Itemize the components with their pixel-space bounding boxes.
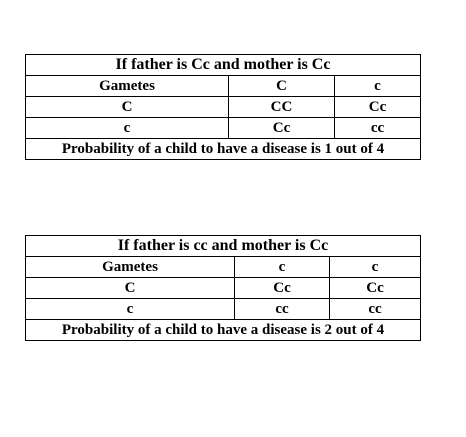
header-mother-gamete-2: c [335, 76, 421, 97]
table-header-row [26, 257, 421, 278]
punnett-table-father-cc-mother-Cc [25, 235, 421, 341]
header-gametes: Gametes [26, 76, 229, 97]
table-row [26, 278, 421, 299]
table-row [26, 97, 421, 118]
father-gamete-2: c [26, 299, 235, 320]
table-title-row [26, 55, 421, 76]
genotype-cell: cc [335, 118, 421, 139]
father-gamete-2: c [26, 118, 229, 139]
father-gamete-1: C [26, 278, 235, 299]
probability-statement: Probability of a child to have a disease is 2 out of 4 [26, 320, 421, 341]
header-mother-gamete-2: c [330, 257, 421, 278]
table-title: If father is Cc and mother is Cc [26, 55, 421, 76]
table-row [26, 299, 421, 320]
table-footer-row [26, 320, 421, 341]
header-gametes: Gametes [26, 257, 235, 278]
genotype-cell: cc [330, 299, 421, 320]
genotype-cell: Cc [235, 278, 330, 299]
father-gamete-1: C [26, 97, 229, 118]
header-mother-gamete-1: C [229, 76, 335, 97]
probability-statement: Probability of a child to have a disease is 1 out of 4 [26, 139, 421, 160]
punnett-table-father-Cc-mother-Cc [25, 54, 421, 160]
header-mother-gamete-1: c [235, 257, 330, 278]
genotype-cell: Cc [335, 97, 421, 118]
genotype-cell: Cc [330, 278, 421, 299]
genotype-cell: cc [235, 299, 330, 320]
table-header-row [26, 76, 421, 97]
table-footer-row [26, 139, 421, 160]
genotype-cell: CC [229, 97, 335, 118]
genotype-cell: Cc [229, 118, 335, 139]
table-title: If father is cc and mother is Cc [26, 236, 421, 257]
table-row [26, 118, 421, 139]
table-title-row [26, 236, 421, 257]
